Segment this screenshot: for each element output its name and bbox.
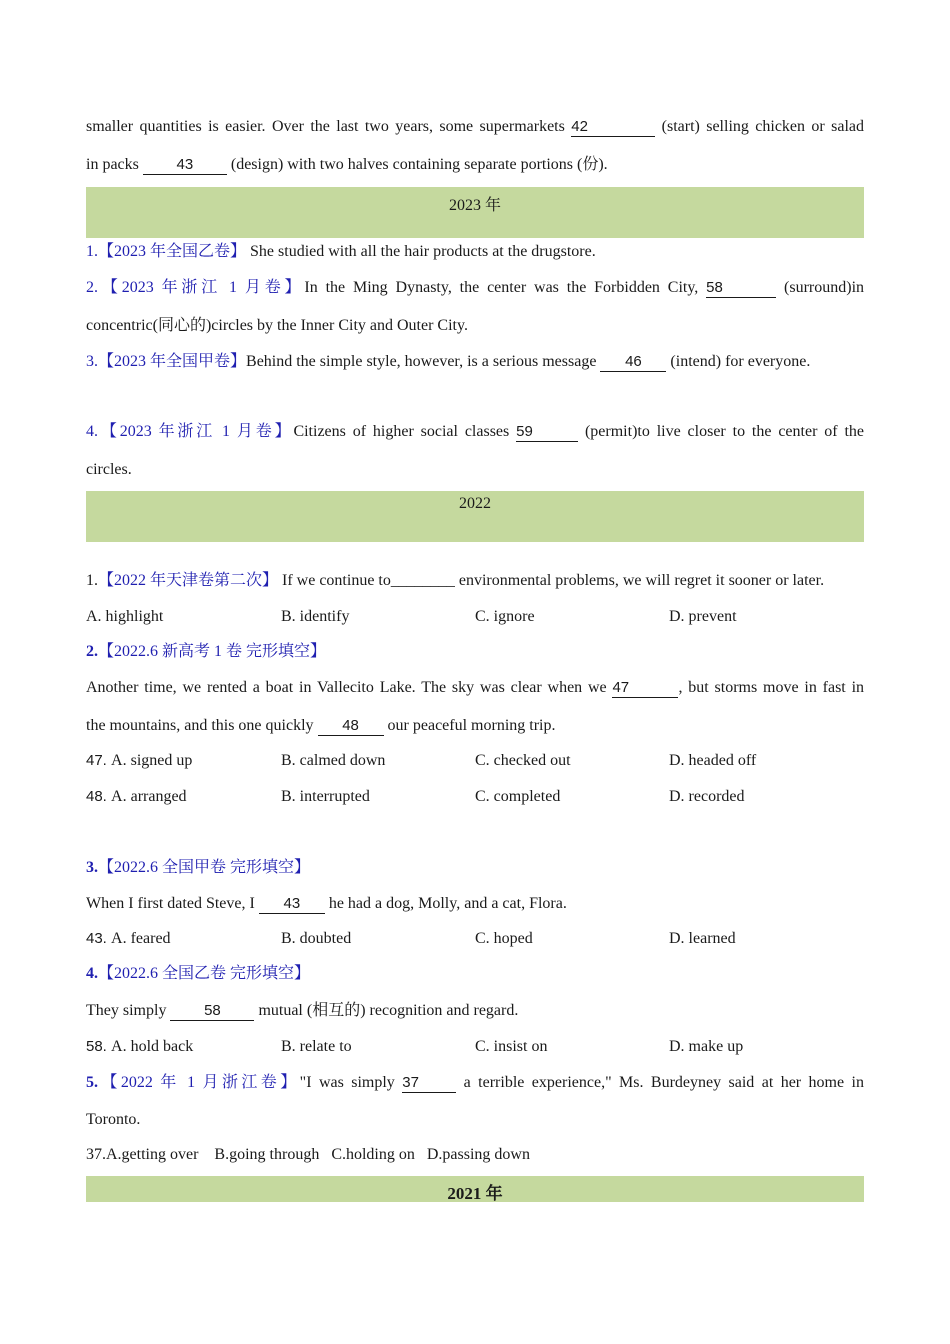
options-row-37: 37.A.getting over B.going through C.holding on D.passing down <box>86 1146 530 1163</box>
option-c[interactable]: C. checked out <box>475 752 571 769</box>
option-b[interactable]: B. relate to <box>281 1038 352 1055</box>
source-tag: 【2022.6 新高考 1 卷 完形填空】 <box>98 643 327 660</box>
question-2023-2-cont: concentric(同心的)circles by the Inner City and Outer City. <box>86 317 468 334</box>
option-c[interactable]: C. ignore <box>475 608 535 625</box>
source-tag: 【2023 年浙江 1 月卷】 <box>98 423 294 440</box>
answer-blank[interactable]: 47 <box>612 679 678 698</box>
question-2022-3-header: 3.【2022.6 全国甲卷 完形填空】 <box>86 859 311 876</box>
intro-line-2: in packs 43 (design) with two halves containing separate portions (份). <box>86 156 608 173</box>
source-tag: 【2022.6 全国甲卷 完形填空】 <box>98 859 311 876</box>
source-tag: 【2022 年天津卷第二次】 <box>98 572 279 589</box>
option-c[interactable]: C. completed <box>475 788 561 805</box>
question-2023-2: 2.【2023 年浙江 1 月卷】In the Ming Dynasty, the center was the Forbidden City, 58 (surround)in <box>86 279 865 296</box>
option-b[interactable]: B. doubted <box>281 930 352 947</box>
option-c[interactable]: C. insist on <box>475 1038 548 1055</box>
answer-blank[interactable]: 48 <box>318 717 384 736</box>
option-d[interactable]: D. recorded <box>669 788 745 805</box>
question-2023-4-cont: circles. <box>86 461 132 478</box>
option-a[interactable]: A. highlight <box>86 608 164 625</box>
option-c[interactable]: C. hoped <box>475 930 533 947</box>
question-2022-4-header: 4.【2022.6 全国乙卷 完形填空】 <box>86 965 311 982</box>
option-d[interactable]: D. headed off <box>669 752 757 769</box>
answer-blank[interactable]: 37 <box>402 1074 456 1093</box>
question-2023-4: 4.【2023 年浙江 1 月卷】Citizens of higher social classes 59 (permit)to live closer to the center of the <box>86 423 864 440</box>
section-title: 2021 年 <box>447 1184 503 1203</box>
source-tag: 【2023 年全国甲卷】 <box>98 353 247 370</box>
option-b[interactable]: B. identify <box>281 608 350 625</box>
option-a[interactable]: 47. A. signed up <box>86 752 193 769</box>
question-2022-3-line-1: When I first dated Steve, I 43 he had a dog, Molly, and a cat, Flora. <box>86 895 567 912</box>
option-b[interactable]: B. calmed down <box>281 752 386 769</box>
section-header-2023 <box>86 187 864 238</box>
answer-blank[interactable]: 58 <box>706 279 776 298</box>
option-a[interactable]: 58. A. hold back <box>86 1038 194 1055</box>
section-title: 2023 年 <box>448 197 501 214</box>
question-2023-3: 3.【2023 年全国甲卷】Behind the simple style, however, is a serious message 46 (intend) for everyone. <box>86 353 811 370</box>
question-2023-1: 1.【2023 年全国乙卷】 She studied with all the hair products at the drugstore. <box>86 243 596 260</box>
question-2022-4-line-1: They simply 58 mutual (相互的) recognition and regard. <box>86 1002 519 1019</box>
question-2022-2-line-2: the mountains, and this one quickly 48 our peaceful morning trip. <box>86 717 556 734</box>
source-tag: 【2023 年浙江 1 月卷】 <box>98 279 305 296</box>
answer-blank[interactable]: 59 <box>516 423 578 442</box>
option-d[interactable]: D. prevent <box>669 608 737 625</box>
answer-blank[interactable]: 46 <box>600 353 666 372</box>
question-2022-5-cont: Toronto. <box>86 1111 141 1128</box>
section-header-2021 <box>86 1176 864 1202</box>
option-b[interactable]: B. interrupted <box>281 788 370 805</box>
source-tag: 【2022 年 1 月浙江卷】 <box>98 1074 300 1091</box>
question-2022-5: 5.【2022 年 1 月浙江卷】"I was simply 37 a terrible experience," Ms. Burdeyney said at her home in <box>86 1074 864 1091</box>
option-d[interactable]: D. learned <box>669 930 736 947</box>
section-title: 2022 <box>459 495 491 512</box>
answer-blank[interactable]: 42 <box>571 118 655 137</box>
section-header-2022 <box>86 491 864 542</box>
option-a[interactable]: 48. A. arranged <box>86 788 187 805</box>
question-2022-2-header: 2.【2022.6 新高考 1 卷 完形填空】 <box>86 643 327 660</box>
intro-line-1: smaller quantities is easier. Over the last two years, some supermarkets 42 (start) selling chicken or salad <box>86 118 865 135</box>
answer-blank[interactable]: 43 <box>259 895 325 914</box>
source-tag: 【2023 年全国乙卷】 <box>98 243 247 260</box>
question-2022-1: 1.【2022 年天津卷第二次】 If we continue to________ environmental problems, we will regret it sooner or later. <box>86 572 825 589</box>
option-a[interactable]: 43. A. feared <box>86 930 171 947</box>
answer-blank[interactable]: 58 <box>170 1002 254 1021</box>
document-page <box>86 0 864 1344</box>
source-tag: 【2022.6 全国乙卷 完形填空】 <box>98 965 311 982</box>
question-2022-2-line-1: Another time, we rented a boat in Vallecito Lake. The sky was clear when we 47 , but storms move in fast in <box>86 679 865 696</box>
option-d[interactable]: D. make up <box>669 1038 744 1055</box>
answer-blank[interactable]: 43 <box>143 156 227 175</box>
